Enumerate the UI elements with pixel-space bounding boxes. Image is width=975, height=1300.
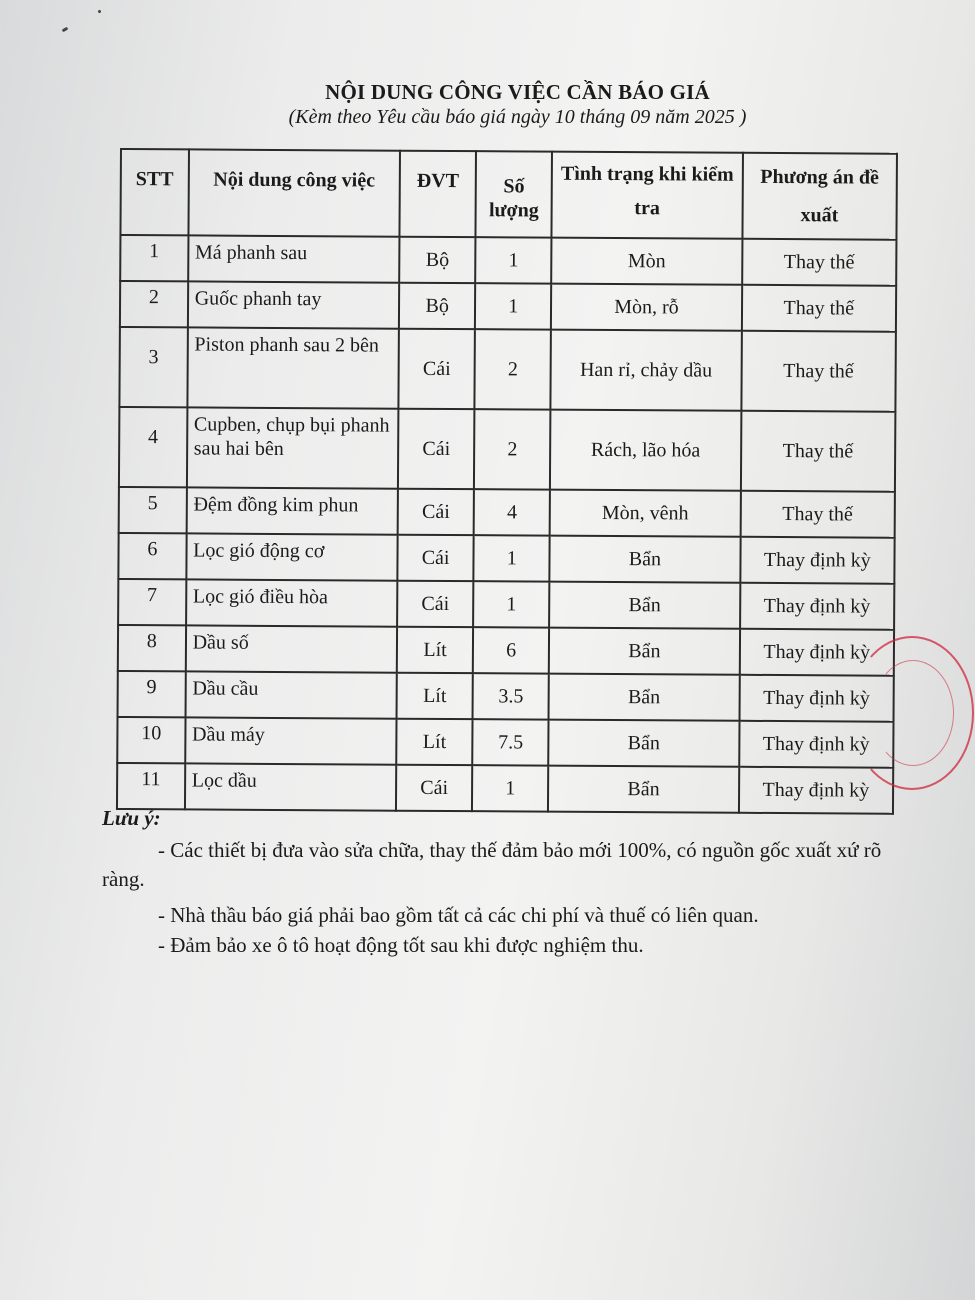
cell-content: Đệm đồng kim phun	[186, 487, 398, 534]
table-row	[117, 717, 893, 768]
cell-content: Dầu máy	[185, 717, 397, 764]
header-unit: ĐVT	[400, 151, 477, 237]
cell-condition: Mòn, rỗ	[551, 284, 742, 331]
table-row	[118, 579, 894, 630]
cell-content: Lọc gió động cơ	[186, 533, 398, 580]
cell-unit: Lít	[396, 719, 472, 765]
cell-unit: Cái	[399, 329, 476, 409]
cell-plan: Thay thế	[742, 285, 897, 332]
cell-qty: 1	[475, 283, 551, 329]
table-row	[119, 487, 895, 538]
header-qty: Số lượng	[476, 151, 553, 237]
cell-stt: 4	[119, 407, 187, 487]
cell-content: Dầu số	[185, 625, 397, 672]
cell-qty: 6	[473, 627, 549, 673]
table-row	[120, 235, 896, 286]
cell-condition: Bẩn	[549, 582, 740, 629]
cell-plan: Thay định kỳ	[739, 721, 894, 768]
note-item: - Đảm bảo xe ô tô hoạt động tốt sau khi được nghiệm thu.	[158, 933, 644, 958]
cell-condition: Bẩn	[549, 674, 740, 721]
cell-plan: Thay thế	[741, 411, 896, 492]
cell-plan: Thay thế	[741, 331, 896, 412]
red-seal-stamp-inner-ring	[872, 660, 954, 766]
notes-title: Lưu ý:	[102, 806, 161, 830]
pen-mark	[62, 27, 69, 33]
table-row	[118, 533, 894, 584]
cell-condition: Mòn, vênh	[550, 490, 741, 537]
cell-stt: 9	[118, 671, 186, 717]
cell-unit: Cái	[398, 409, 475, 489]
header-stt: STT	[120, 149, 188, 235]
cell-stt: 2	[120, 281, 188, 327]
cell-unit: Bộ	[399, 283, 475, 329]
cell-condition: Bẩn	[549, 628, 740, 675]
cell-stt: 1	[120, 235, 188, 281]
cell-content: Guốc phanh tay	[188, 281, 400, 328]
cell-condition: Bẩn	[550, 536, 741, 583]
cell-stt: 11	[117, 763, 185, 809]
cell-content: Lọc gió điều hòa	[186, 579, 398, 626]
cell-stt: 6	[118, 533, 186, 579]
cell-qty: 2	[474, 409, 551, 489]
table-row	[118, 671, 894, 722]
cell-condition: Mòn	[551, 238, 742, 285]
header-content: Nội dung công việc	[188, 149, 400, 236]
cell-condition: Han rỉ, chảy dầu	[551, 330, 742, 411]
work-items-table	[116, 148, 898, 815]
cell-plan: Thay định kỳ	[739, 675, 894, 722]
note-item: - Nhà thầu báo giá phải bao gồm tất cả các chi phí và thuế có liên quan.	[158, 903, 759, 928]
cell-qty: 3.5	[473, 673, 549, 719]
table-row	[119, 327, 895, 412]
cell-stt: 10	[117, 717, 185, 763]
cell-plan: Thay định kỳ	[739, 767, 894, 814]
cell-stt: 5	[119, 487, 187, 533]
cell-stt: 3	[119, 327, 187, 407]
cell-plan: Thay thế	[740, 491, 895, 538]
cell-plan: Thay thế	[742, 239, 897, 286]
cell-stt: 7	[118, 579, 186, 625]
table-row	[118, 625, 894, 676]
cell-qty: 7.5	[472, 719, 548, 765]
cell-unit: Lít	[397, 673, 473, 719]
cell-qty: 1	[473, 581, 549, 627]
document-title: NỘI DUNG CÔNG VIỆC CẦN BÁO GIÁ	[325, 80, 710, 104]
note-item: - Các thiết bị đưa vào sửa chữa, thay thế đảm bảo mới 100%, có nguồn gốc xuất xứ rõ ràng.	[102, 838, 882, 891]
cell-unit: Cái	[398, 489, 474, 535]
cell-content: Dầu cầu	[185, 671, 397, 718]
cell-condition: Bẩn	[549, 720, 740, 767]
document-subtitle: (Kèm theo Yêu cầu báo giá ngày 10 tháng 09 năm 2025 )	[288, 106, 747, 128]
table-row	[120, 281, 896, 332]
cell-plan: Thay định kỳ	[740, 583, 895, 630]
header-condition: Tình trạng khi kiểm tra	[552, 152, 743, 239]
cell-condition: Rách, lão hóa	[550, 410, 741, 491]
header-plan: Phương án đề xuất	[742, 153, 897, 240]
cell-unit: Cái	[397, 535, 473, 581]
cell-unit: Cái	[396, 765, 472, 811]
table-row	[119, 407, 895, 492]
pen-mark	[97, 9, 101, 13]
cell-unit: Bộ	[399, 237, 475, 283]
cell-qty: 4	[474, 489, 550, 535]
cell-qty: 1	[475, 237, 551, 283]
cell-stt: 8	[118, 625, 186, 671]
cell-qty: 1	[474, 535, 550, 581]
cell-unit: Lít	[397, 627, 473, 673]
cell-qty: 2	[475, 329, 552, 409]
cell-plan: Thay định kỳ	[739, 629, 894, 676]
cell-content: Lọc dầu	[185, 763, 397, 810]
cell-content: Má phanh sau	[188, 235, 400, 282]
cell-plan: Thay định kỳ	[740, 537, 895, 584]
cell-condition: Bẩn	[548, 766, 739, 813]
table-header-row	[120, 149, 897, 240]
cell-qty: 1	[472, 765, 548, 811]
cell-content: Cupben, chụp bụi phanh sau hai bên	[187, 407, 399, 488]
notes-section	[102, 804, 912, 962]
cell-content: Piston phanh sau 2 bên	[187, 327, 399, 408]
cell-unit: Cái	[397, 581, 473, 627]
